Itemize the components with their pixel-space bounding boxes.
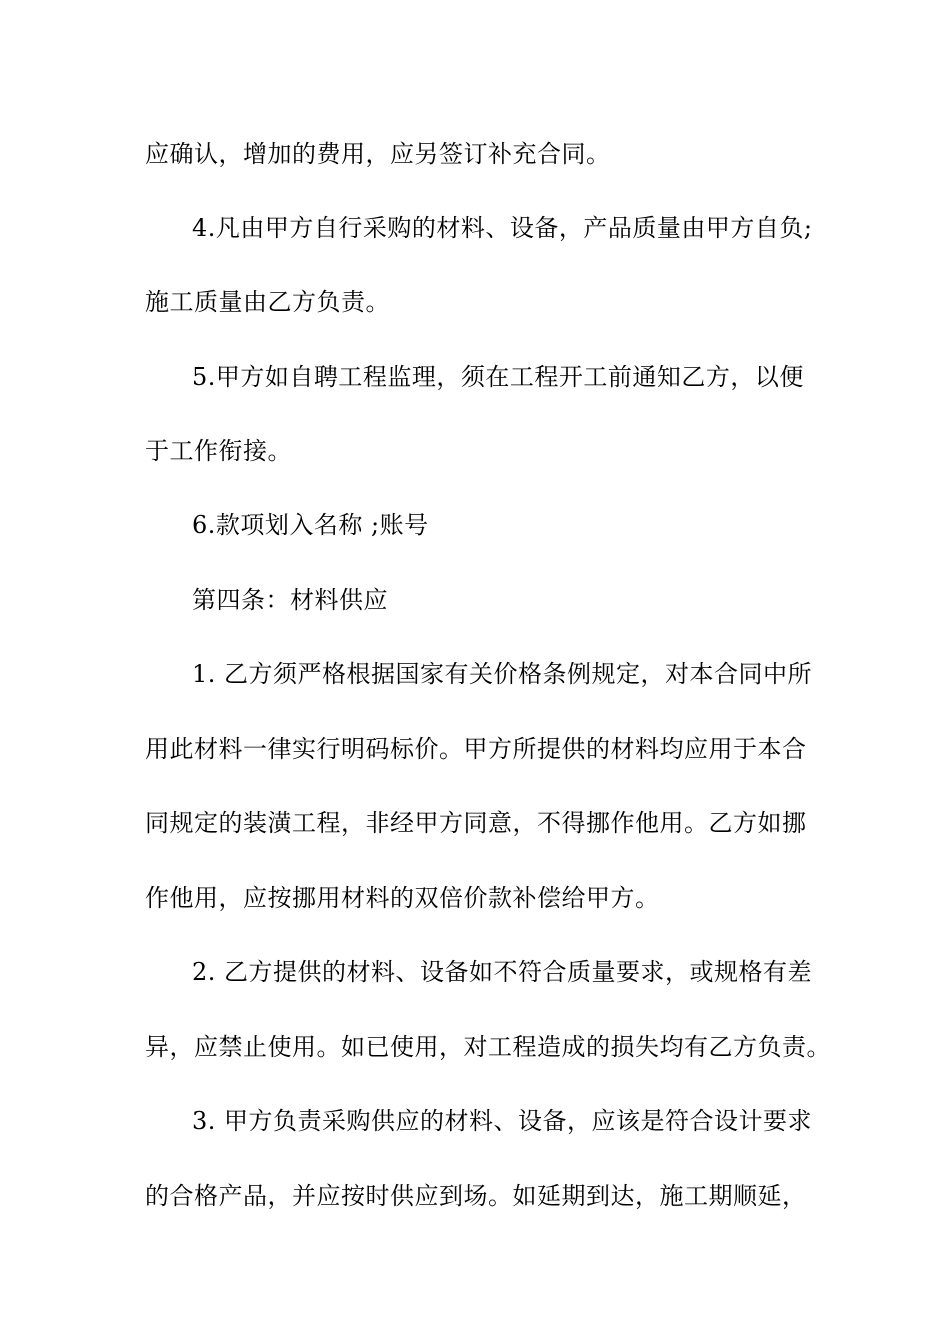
paragraph-line: 4.凡由甲方自行采购的材料、设备，产品质量由甲方自负;: [192, 214, 813, 242]
paragraph-line: 2. 乙方提供的材料、设备如不符合质量要求，或规格有差: [192, 958, 813, 986]
paragraph-line: 3. 甲方负责采购供应的材料、设备，应该是符合设计要求: [192, 1107, 813, 1135]
paragraph-line: 作他用，应按挪用材料的双倍价款补偿给甲方。: [145, 884, 660, 912]
paragraph-line: 施工质量由乙方负责。: [145, 288, 390, 316]
paragraph-line: 1. 乙方须严格根据国家有关价格条例规定，对本合同中所: [192, 660, 813, 688]
paragraph-line: 同规定的装潢工程，非经甲方同意，不得挪作他用。乙方如挪: [145, 809, 807, 837]
paragraph-line: 6.款项划入名称 ;账号: [192, 511, 429, 539]
paragraph-line: 于工作衔接。: [145, 437, 292, 465]
paragraph-line: 5.甲方如自聘工程监理，须在工程开工前通知乙方，以便: [192, 363, 804, 391]
paragraph-line: 用此材料一律实行明码标价。甲方所提供的材料均应用于本合: [145, 735, 807, 763]
paragraph-line: 的合格产品，并应按时供应到场。如延期到达，施工期顺延，: [145, 1182, 807, 1210]
paragraph-line: 应确认，增加的费用，应另签订补充合同。: [145, 140, 611, 168]
section-heading: 第四条：材料供应: [192, 586, 388, 614]
paragraph-line: 异，应禁止使用。如已使用，对工程造成的损失均有乙方负责。: [145, 1033, 831, 1061]
